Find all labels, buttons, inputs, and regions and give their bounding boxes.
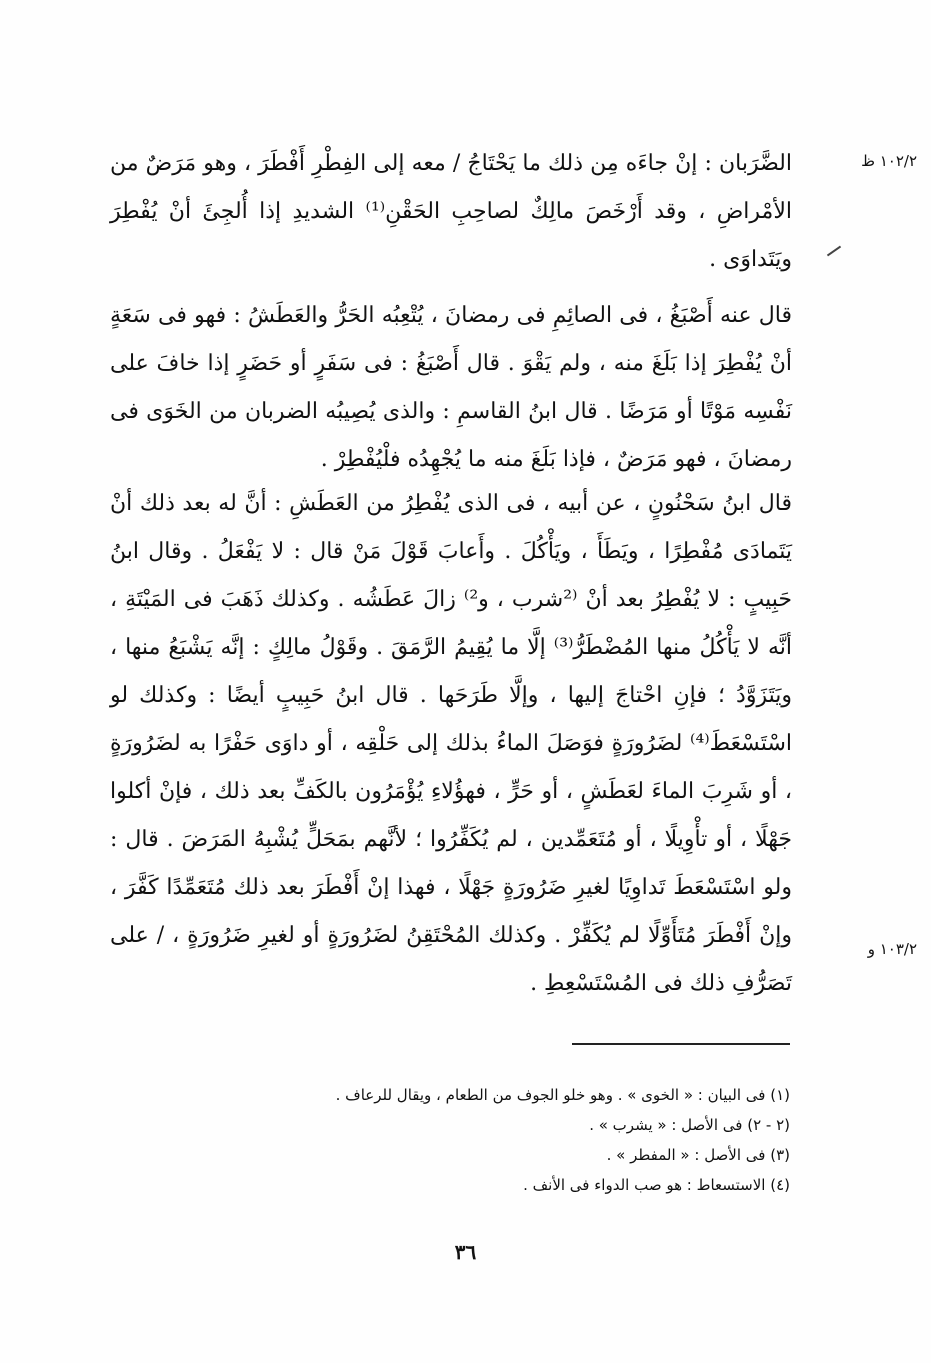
page-number: ٣٦ <box>454 1240 477 1264</box>
footnote-separator <box>572 1043 790 1045</box>
paragraph-text: قال عنه أَصْبَغُ ، فى الصائِمِ فى رمضانَ ، يُتْعِبُه الحَرُّ والعَطَشُ : فهو فى سَعَةٍ أنْ يُفْطِرَ إذا بَلَغَ منه ، ولم يَقْوَ . قال أَصْبَغُ : فى سَفَرٍ أو حَضَرٍ إذا خافَ على نَفْسِه مَوْتًا أو مَرَضًا . قال ابنُ القاسمِ : والذى يُصِيبُه الضربان من الخَوَى فى رمضانَ ، فهو مَرَضٌ ، فإذا بَلَغَ منه ما يُجْهِدُه فلْيُفْطِرْ . <box>110 303 792 472</box>
margin-pen-mark <box>827 246 841 257</box>
margin-folio-note: ١٠٣/٢ و <box>867 940 917 958</box>
paragraph <box>110 140 792 284</box>
paragraph <box>110 480 792 1008</box>
paragraph-text: الضَّرَبان : إنْ جاءَه مِن ذلك ما يَحْتَاجُ / معه إلى الفِطْرِ أَفْطَرَ ، وهو مَرَضٌ من الأمْراضِ ، وقد أَرْخَصَ مالِكٌ لصاحِبِ الحَقْنِ⁽¹⁾ الشديدِ إذا أُلجِئَ أنْ يُفْطِرَ ويَتَداوَى . <box>110 151 792 272</box>
margin-folio-note: ١٠٢/٢ ظ <box>861 152 917 170</box>
footnote: (٢ - ٢) فى الأصل : « يشرب » . <box>589 1116 790 1134</box>
footnote: (٣) فى الأصل : « المفطر » . <box>606 1146 790 1164</box>
footnote: (١) فى البيان : « الخوى » . وهو خلو الجوف من الطعام ، ويقال للرعاف . <box>335 1086 790 1104</box>
footnotes <box>200 1080 790 1200</box>
paragraph-text: قال ابنُ سَحْنُونٍ ، عن أبيه ، فى الذى يُفْطِرُ من العَطَشِ : أنَّ له بعد ذلك أنْ يَتَمادَى مُفْطِرًا ، ويَطَأَ ، ويَأْكُلَ . وأَعابَ قَوْلَ مَنْ قال : لا يَفْعَلُ . وقال ابنُ حَبِيبٍ : لا يُفْطِرُ بعد أنْ ⁽²شرب ، و²⁾ زالَ عَطَشُه . وكذلك ذَهَبَ فى المَيْتَةِ ، أنَّه لا يَأْكُلُ منها المُضْطَرُّ⁽³⁾ إلَّا ما يُقِيمُ الرَّمَقَ . وقَوْلُ مالِكٍ : إنَّه يَشْبَعُ منها ، ويَتَزَوَّدُ ؛ فإنِ احْتاجَ إليها ، وإلَّا طَرَحَها . قال ابنُ حَبِيبٍ أيضًا : وكذلك لو اسْتَسْعَطَ⁽⁴⁾ لضَرُورَةٍ فوَصَلَ الماءُ بذلك إلى حَلْقِه ، أو داوَى حَفْرًا به لضَرُورَةٍ ، أو شَرِبَ الماءَ لعَطَشٍ ، أو حَرٍّ ، فهؤُلاءِ يُؤْمَرُون بالكَفِّ بعد ذلك ، فإنْ أكلوا جَهْلًا ، أو تأْوِيلًا ، أو مُتَعَمِّدين ، لم يُكَفِّرُوا ؛ لأنَّهم بمَحَلٍّ يُشْبِهُ المَرَضَ . قال : ولو اسْتَسْعَطَ تَداوِيًا لغيرِ ضَرُورَةٍ جَهْلًا ، فهذا إنْ أَفْطَرَ بعد ذلك مُتَعَمِّدًا كَفَّرَ ، وإنْ أَفْطَرَ مُتَأَوِّلًا لم يُكَفِّرْ . وكذلك المُحْتَقِنُ لضَرُورَةٍ أو لغيرِ ضَرُورَةٍ ، / على تَصَرُّفِ ذلك فى المُسْتَسْعِطِ . <box>110 491 793 996</box>
paragraph <box>110 292 792 484</box>
footnote: (٤) الاستسعاط : هو صب الدواء فى الأنف . <box>523 1176 790 1194</box>
